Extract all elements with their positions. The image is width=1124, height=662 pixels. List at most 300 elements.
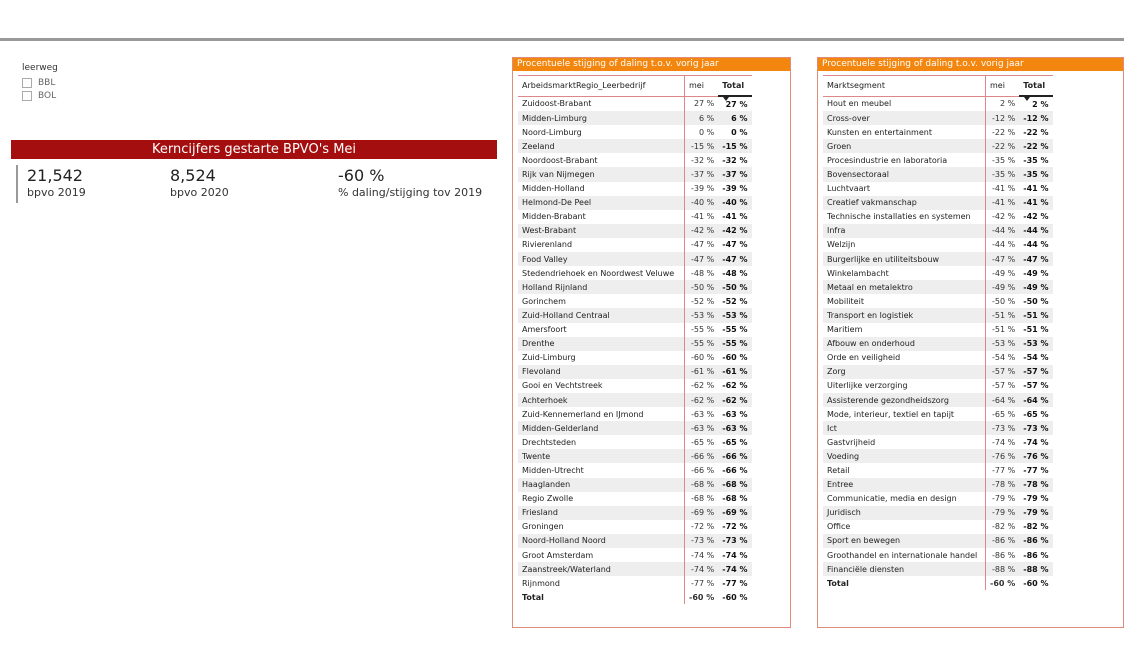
table-row[interactable] [518,196,752,210]
table-row[interactable] [823,393,1053,407]
row-label: Midden-Limburg [518,111,685,125]
total-value: -68 % [722,494,748,504]
row-label: Zuidoost-Brabant [522,99,592,109]
total-value: -86 % [1019,534,1052,548]
mei-value: -66 % [685,449,719,463]
total-value: -53 % [718,308,751,322]
table-row[interactable] [823,238,1053,252]
row-label: Midden-Gelderland [518,421,685,435]
mei-value: -64 % [986,393,1020,407]
total-value: -51 % [1023,325,1049,335]
mei-value: -35 % [986,153,1020,167]
mei-value: -69 % [685,506,719,520]
table-row[interactable] [823,492,1053,506]
mei-value: 6 % [685,111,719,125]
total-value: -78 % [1019,478,1052,492]
total-value: -35 % [1023,155,1049,165]
total-value: -69 % [718,506,751,520]
total-label: Total [518,590,685,604]
mei-value: -48 % [685,266,719,280]
mei-value: -42 % [986,210,1020,224]
table-row[interactable] [518,337,752,351]
mei-value: -76 % [986,449,1020,463]
table-row[interactable] [823,182,1053,196]
total-value: -42 % [1023,212,1049,222]
total-value: -47 % [722,240,748,250]
total-value: -88 % [1019,562,1052,576]
row-label: Gooi en Vechtstreek [522,381,603,391]
total-value: -35 % [1019,167,1052,181]
table-row[interactable] [823,323,1053,337]
mei-value: -74 % [685,548,719,562]
row-label: Uiterlijke verzorging [827,381,908,391]
table-row[interactable] [823,534,1053,548]
row-label: Drenthe [518,337,685,351]
table-row[interactable] [823,96,1053,111]
total-row [518,590,752,604]
table-row[interactable] [823,337,1053,351]
mei-value: -77 % [986,463,1020,477]
row-label: Hout en meubel [827,99,892,109]
mei-value: -41 % [685,210,719,224]
row-label: Financiële diensten [823,562,986,576]
mei-value: -54 % [986,351,1020,365]
total-value: -65 % [722,437,748,447]
row-label: Afbouw en onderhoud [823,337,986,351]
total-value: -49 % [1019,280,1052,294]
total-value: -53 % [1019,337,1052,351]
table-row[interactable] [518,351,752,365]
column-header[interactable]: mei [986,76,1020,97]
mei-total: -60 % [986,576,1020,590]
total-value: -65 % [1023,409,1049,419]
total-value: -37 % [718,167,751,181]
kpi-value: -60 % [338,166,385,185]
mei-value: -73 % [986,421,1020,435]
header-divider [0,38,1124,41]
row-label: Communicatie, media en design [827,494,957,504]
mei-value: -74 % [685,562,719,576]
total-value: -52 % [722,296,748,306]
grand-total: -60 % [718,590,751,604]
total-value: -66 % [718,449,751,463]
total-value: -72 % [722,522,748,532]
mei-value: -61 % [685,365,719,379]
total-value: -76 % [1019,449,1052,463]
table-row[interactable] [518,96,752,111]
table-row[interactable] [518,492,752,506]
mei-value: -12 % [986,111,1020,125]
row-label: Gastvrijheid [827,437,876,447]
total-value: -77 % [1023,465,1049,475]
table-row[interactable] [823,196,1053,210]
row-label: Technische installaties en systemen [827,212,971,222]
table-row[interactable] [823,294,1053,308]
total-row [823,576,1053,590]
column-header-sorted[interactable]: Total [718,76,751,97]
table-row[interactable] [823,449,1053,463]
mei-value: -72 % [685,520,719,534]
table-row[interactable] [823,224,1053,238]
total-value: -82 % [1023,522,1049,532]
mei-value: -49 % [986,280,1020,294]
row-label: Haaglanden [518,478,685,492]
mei-value: -44 % [986,238,1020,252]
row-label: Zuid-Kennemerland en IJmond [522,409,644,419]
table-row[interactable] [518,308,752,322]
mei-value: -62 % [685,379,719,393]
row-label: Zuid-Limburg [522,353,576,363]
total-value: -62 % [722,381,748,391]
total-value: -62 % [718,393,751,407]
total-value: -63 % [718,421,751,435]
mei-value: -35 % [986,167,1020,181]
table-row[interactable] [823,139,1053,153]
table-row[interactable] [518,252,752,266]
row-label: Midden-Holland [522,184,585,194]
total-value: -48 % [722,268,748,278]
total-value: -39 % [722,184,748,194]
row-label: Friesland [518,506,685,520]
row-label: Retail [827,465,850,475]
row-label: Noordoost-Brabant [522,155,598,165]
panel-title: Procentuele stijging of daling t.o.v. vorig jaar [513,58,790,71]
total-value: -57 % [1019,365,1052,379]
mei-value: -62 % [685,393,719,407]
mei-value: -60 % [685,351,719,365]
table-row[interactable] [518,323,752,337]
kpi-card-2020 [170,166,229,200]
row-label: Mobiliteit [827,296,864,306]
total-value: -60 % [722,353,748,363]
mei-value: -73 % [685,534,719,548]
mei-value: -44 % [986,224,1020,238]
kpi-label: % daling/stijging tov 2019 [338,186,483,199]
total-value: -15 % [718,139,751,153]
table-row[interactable] [823,562,1053,576]
table-header-row [518,76,752,97]
total-value: -57 % [1023,381,1049,391]
kpi-accent-bar [16,165,18,203]
table-row[interactable] [823,308,1053,322]
mei-value: -79 % [986,506,1020,520]
region-table [518,75,752,604]
slicer-option-label: BBL [38,77,56,88]
total-value: 27 % [725,99,748,109]
region-table-panel [512,57,791,628]
column-header[interactable]: Marktsegment [823,76,986,97]
mei-value: -57 % [986,379,1020,393]
mei-value: -47 % [685,252,719,266]
mei-value: -55 % [685,323,719,337]
mei-value: -41 % [986,182,1020,196]
table-row[interactable] [518,534,752,548]
mei-value: -39 % [685,182,719,196]
row-label: Zorg [823,365,986,379]
mei-value: -51 % [986,323,1020,337]
column-header[interactable]: mei [685,76,719,97]
total-value: -41 % [1019,196,1052,210]
checkbox-icon[interactable] [22,78,32,88]
kpi-label: bpvo 2019 [27,186,86,199]
table-row[interactable] [518,280,752,294]
mei-value: -88 % [986,562,1020,576]
mei-value: -47 % [685,238,719,252]
mei-value: 2 % [986,96,1020,111]
row-label: Holland Rijnland [518,280,685,294]
mei-value: -53 % [986,337,1020,351]
kpi-value: 21,542 [27,166,83,185]
mei-value: -63 % [685,407,719,421]
mei-value: -77 % [685,576,719,590]
total-value: -49 % [1023,268,1049,278]
table-header-row [823,76,1053,97]
table-row[interactable] [823,463,1053,477]
mei-value: -79 % [986,492,1020,506]
mei-value: -63 % [685,421,719,435]
total-value: -42 % [718,224,751,238]
segment-table [823,75,1053,590]
mei-value: -74 % [986,435,1020,449]
row-label: Rivierenland [522,240,573,250]
table-row[interactable] [518,435,752,449]
total-label: Total [823,576,986,590]
table-row[interactable] [518,365,752,379]
total-value: -77 % [722,578,748,588]
total-value: 2 % [1032,99,1049,109]
table-row[interactable] [823,111,1053,125]
total-value: -64 % [1019,393,1052,407]
table-row[interactable] [518,562,752,576]
table-row[interactable] [823,520,1053,534]
row-label: Maritiem [827,325,863,335]
mei-value: -68 % [685,478,719,492]
column-header-sorted[interactable]: Total [1019,76,1052,97]
table-row[interactable] [518,576,752,590]
row-label: Groningen [522,522,564,532]
row-label: Office [827,522,851,532]
mei-value: -52 % [685,294,719,308]
total-value: -55 % [718,337,751,351]
row-label: Midden-Utrecht [522,465,584,475]
table-row[interactable] [518,224,752,238]
table-row[interactable] [518,449,752,463]
row-label: Regio Zwolle [522,494,574,504]
kpi-title: Kerncijfers gestarte BPVO's Mei [11,140,497,159]
table-row[interactable] [518,182,752,196]
row-label: Entree [823,478,986,492]
mei-value: -65 % [685,435,719,449]
table-row[interactable] [823,379,1053,393]
total-value: -40 % [718,196,751,210]
mei-value: -41 % [986,196,1020,210]
total-value: -54 % [1023,353,1049,363]
table-row[interactable] [823,252,1053,266]
row-label: Flevoland [518,365,685,379]
table-row[interactable] [823,125,1053,139]
total-value: -74 % [1023,437,1049,447]
row-label: Creatief vakmanschap [823,196,986,210]
total-value: -22 % [1019,139,1052,153]
total-value: -12 % [1019,111,1052,125]
row-label: Zuid-Holland Centraal [518,308,685,322]
column-header[interactable]: ArbeidsmarktRegio_Leerbedrijf [518,76,685,97]
mei-value: -66 % [685,463,719,477]
mei-value: 27 % [685,96,719,111]
table-row[interactable] [823,407,1053,421]
mei-value: -37 % [685,167,719,181]
row-label: Bovensectoraal [823,167,986,181]
table-row[interactable] [518,393,752,407]
row-label: Drechtsteden [522,437,577,447]
row-label: Ict [823,421,986,435]
total-value: 0 % [731,127,748,137]
total-value: -86 % [1023,550,1049,560]
row-label: Cross-over [823,111,986,125]
row-label: Groen [823,139,986,153]
slicer-option-bol[interactable] [22,89,58,102]
table-row[interactable] [823,153,1053,167]
mei-value: -68 % [685,492,719,506]
row-label: Mode, interieur, textiel en tapijt [827,409,955,419]
row-label: Noord-Holland Noord [518,534,685,548]
mei-value: -65 % [986,407,1020,421]
mei-value: -49 % [986,266,1020,280]
row-label: Twente [518,449,685,463]
slicer-option-label: BOL [38,90,57,101]
table-row[interactable] [823,421,1053,435]
segment-table-panel [817,57,1124,628]
row-label: Juridisch [823,506,986,520]
total-value: -32 % [722,155,748,165]
table-row[interactable] [518,125,752,139]
row-label: Transport en logistiek [823,308,986,322]
row-label: Amersfoort [522,325,567,335]
row-label: Achterhoek [518,393,685,407]
row-label: Kunsten en entertainment [827,127,932,137]
total-value: -22 % [1023,127,1049,137]
mei-value: -55 % [685,337,719,351]
leerweg-slicer [22,63,58,102]
row-label: Groot Amsterdam [522,550,594,560]
table-row[interactable] [518,407,752,421]
row-label: West-Brabant [518,224,685,238]
mei-value: -50 % [986,294,1020,308]
table-row[interactable] [823,435,1053,449]
grand-total: -60 % [1019,576,1052,590]
row-label: Zaanstreek/Waterland [518,562,685,576]
row-label: Food Valley [518,252,685,266]
total-value: -74 % [722,550,748,560]
table-row[interactable] [823,548,1053,562]
mei-value: 0 % [685,125,719,139]
total-value: -55 % [722,325,748,335]
mei-value: -57 % [986,365,1020,379]
total-value: -51 % [1019,308,1052,322]
row-label: Sport en bewegen [823,534,986,548]
kpi-card-change [338,166,482,200]
table-row[interactable] [518,379,752,393]
row-label: Procesindustrie en laboratoria [827,155,948,165]
table-row[interactable] [823,351,1053,365]
kpi-card-2019 [27,166,86,200]
table-row[interactable] [823,280,1053,294]
total-value: -63 % [722,409,748,419]
mei-value: -82 % [986,520,1020,534]
row-label: Stedendriehoek en Noordwest Veluwe [522,268,675,278]
total-value: -50 % [718,280,751,294]
table-row[interactable] [823,506,1053,520]
mei-value: -47 % [986,252,1020,266]
table-row[interactable] [823,210,1053,224]
total-value: -74 % [718,562,751,576]
total-value: -47 % [1019,252,1052,266]
row-label: Infra [823,224,986,238]
panel-title: Procentuele stijging of daling t.o.v. vorig jaar [818,58,1123,71]
row-label: Midden-Brabant [522,212,586,222]
table-row[interactable] [518,421,752,435]
total-value: -50 % [1023,296,1049,306]
table-row[interactable] [518,238,752,252]
row-label: Voeding [823,449,986,463]
table-row[interactable] [518,266,752,280]
row-label: Luchtvaart [827,184,870,194]
table-row[interactable] [823,167,1053,181]
table-row[interactable] [518,167,752,181]
mei-total: -60 % [685,590,719,604]
mei-value: -40 % [685,196,719,210]
mei-value: -50 % [685,280,719,294]
mei-value: -51 % [986,308,1020,322]
total-value: -44 % [1023,240,1049,250]
kpi-value: 8,524 [170,166,216,185]
table-row[interactable] [518,153,752,167]
table-row[interactable] [518,111,752,125]
total-value: -66 % [722,465,748,475]
row-label: Winkelambacht [827,268,889,278]
total-value: -41 % [1023,184,1049,194]
mei-value: -15 % [685,139,719,153]
table-row[interactable] [823,478,1053,492]
mei-value: -22 % [986,139,1020,153]
table-row[interactable] [823,266,1053,280]
checkbox-icon[interactable] [22,91,32,101]
mei-value: -86 % [986,534,1020,548]
row-label: Rijnmond [522,578,560,588]
total-value: -61 % [718,365,751,379]
total-value: 6 % [718,111,751,125]
table-row[interactable] [518,520,752,534]
mei-value: -53 % [685,308,719,322]
table-row[interactable] [518,139,752,153]
row-label: Gorinchem [522,296,566,306]
row-label: Helmond-De Peel [518,196,685,210]
table-row[interactable] [518,506,752,520]
slicer-option-bbl[interactable] [22,76,58,89]
row-label: Noord-Limburg [522,127,582,137]
total-value: -73 % [718,534,751,548]
table-row[interactable] [518,548,752,562]
table-row[interactable] [518,210,752,224]
table-row[interactable] [823,365,1053,379]
table-row[interactable] [518,463,752,477]
total-value: -44 % [1019,224,1052,238]
mei-value: -78 % [986,478,1020,492]
total-value: -68 % [718,478,751,492]
slicer-title: leerweg [22,63,58,73]
table-row[interactable] [518,294,752,308]
table-row[interactable] [518,478,752,492]
